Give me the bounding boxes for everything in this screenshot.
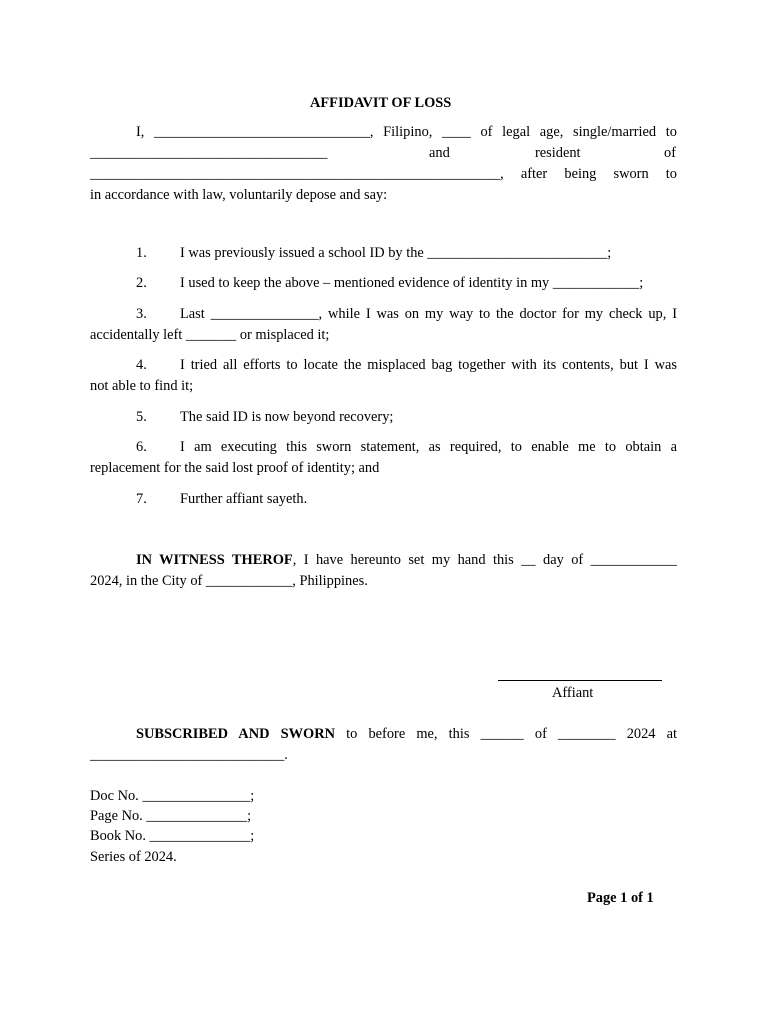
intro-line-2-and: and bbox=[429, 145, 450, 161]
subscribed-line-2: ___________________________. bbox=[90, 747, 288, 763]
item-text: Last _______________, while I was on my way to the doctor for my check up, I bbox=[180, 306, 677, 322]
witness-text: , I have hereunto set my hand this __ day of ____________ bbox=[292, 552, 677, 568]
witness-heading: IN WITNESS THEROF bbox=[136, 552, 293, 568]
item-number: 6. bbox=[136, 439, 147, 455]
subscribed-heading: SUBSCRIBED AND SWORN bbox=[136, 726, 335, 742]
item-text-continued: not able to find it; bbox=[90, 378, 194, 394]
item-text: I used to keep the above – mentioned evidence of identity in my ____________; bbox=[180, 275, 644, 291]
item-number: 1. bbox=[136, 245, 147, 261]
intro-line-1: I, ______________________________, Filipino, ____ of legal age, single/married to bbox=[136, 124, 677, 140]
document-title: AFFIDAVIT OF LOSS bbox=[310, 95, 452, 111]
item-number: 3. bbox=[136, 306, 147, 322]
subscribed-text: to before me, this ______ of ________ 2024 at bbox=[335, 726, 677, 742]
item-text: I tried all efforts to locate the misplaced bag together with its contents, but I was bbox=[180, 357, 677, 373]
item-number: 7. bbox=[136, 491, 147, 507]
intro-line-2-blank: _________________________________ bbox=[90, 145, 328, 161]
item-number: 5. bbox=[136, 409, 147, 425]
item-text: I am executing this sworn statement, as required, to enable me to obtain a bbox=[180, 439, 677, 455]
witness-line-2: 2024, in the City of ____________, Philippines. bbox=[90, 573, 368, 589]
item-text-continued: accidentally left _______ or misplaced it; bbox=[90, 327, 330, 343]
subscribed-line-1 bbox=[136, 727, 677, 741]
page-number: Page 1 of 1 bbox=[587, 890, 654, 906]
book-no: Book No. ______________; bbox=[90, 828, 255, 844]
intro-line-4: in accordance with law, voluntarily depose and say: bbox=[90, 187, 388, 203]
item-number: 2. bbox=[136, 275, 147, 291]
page-no: Page No. ______________; bbox=[90, 808, 252, 824]
witness-line-1 bbox=[136, 553, 677, 567]
series: Series of 2024. bbox=[90, 849, 177, 865]
item-text: Further affiant sayeth. bbox=[180, 491, 308, 507]
item-text: I was previously issued a school ID by the _________________________; bbox=[180, 245, 612, 261]
item-number: 4. bbox=[136, 357, 147, 373]
affiant-label: Affiant bbox=[552, 685, 594, 701]
intro-line-3: _________________________________________________________, after being sworn to bbox=[90, 166, 677, 182]
item-text-continued: replacement for the said lost proof of identity; and bbox=[90, 460, 380, 476]
item-text: The said ID is now beyond recovery; bbox=[180, 409, 394, 425]
doc-no: Doc No. _______________; bbox=[90, 788, 255, 804]
intro-line-2-resident: resident bbox=[535, 145, 581, 161]
affiant-signature-line bbox=[498, 680, 662, 681]
intro-line-2-of: of bbox=[664, 145, 676, 161]
